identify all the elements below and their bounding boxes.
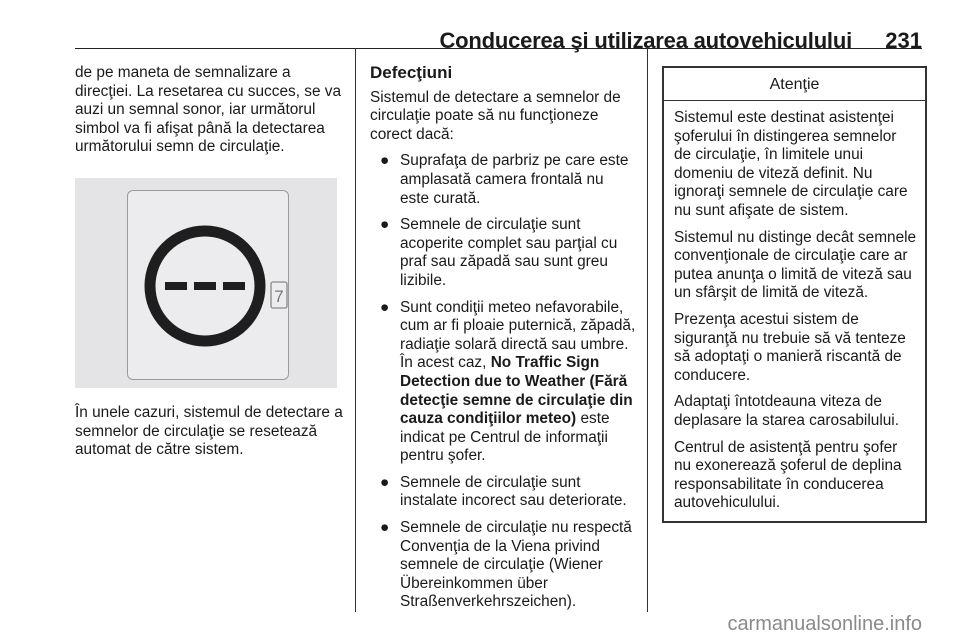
list-item-text-end: este indicat pe Centrul de informaţii pentru şofer.	[400, 410, 610, 465]
caution-paragraph: Sistemul nu distinge decât semnele convenţionale de circulaţie care ar putea anunţa o limită de viteză sau un sfârşit de limită de viteză.	[674, 228, 917, 302]
bullet-icon: ●	[380, 298, 390, 316]
column-divider-2	[647, 48, 648, 612]
list-item	[370, 474, 636, 511]
sign-reset-figure	[75, 178, 337, 388]
list-item-text: Semnele de circulaţie nu respectă Convenţia de la Viena privind semnele de circulaţie (Wiener Übereinkommen über Straßenverkehrszeichen).	[400, 519, 632, 611]
intro-paragraph: Sistemul de detectare a semnelor de circulaţie poate să nu funcţioneze corect dacă:	[370, 88, 621, 143]
caution-title: Atenţie	[664, 68, 925, 101]
bullet-icon: ●	[380, 152, 390, 170]
col1-paragraph-bottom: În unele cazuri, sistemul de detectare a semnelor de circulaţie se resetează automat de către sistem.	[75, 404, 343, 459]
weather-message-text: No Traffic Sign Detection due to Weather (Fără detecţie semne de circulaţie din cauza condiţiilor meteo)	[400, 354, 633, 428]
page-header-title: Conducerea şi utilizarea autovehiculului	[439, 28, 852, 53]
list-item-text: Semnele de circulaţie sunt acoperite complet sau parţial cu praf sau zăpadă sau sunt greu lizibile.	[400, 216, 618, 289]
column-2-text	[370, 64, 636, 620]
dash-2-icon	[194, 282, 216, 290]
bullet-icon: ●	[380, 519, 390, 537]
no-sign-detected-symbol	[75, 178, 337, 388]
caution-paragraph: Centrul de asistenţă pentru şofer nu exonerează şoferul de deplina responsabilitate în conducerea autovehiculului.	[674, 438, 902, 512]
bullet-icon: ●	[380, 473, 390, 491]
list-item	[370, 299, 636, 466]
dash-3-icon	[223, 282, 245, 290]
list-item-text: Semnele de circulaţie sunt instalate incorect sau deteriorate.	[400, 473, 627, 510]
list-item	[370, 519, 636, 612]
list-item	[370, 152, 636, 208]
small-sign-digit: 7	[274, 287, 284, 306]
column-divider-1	[355, 48, 356, 612]
caution-paragraph: Sistemul este destinat asistenţei şoferului în distingerea semnelor de circulaţie, în limitele unui domeniu de viteză definit. Nu ignoraţi semnele de circulaţie care nu sunt afişate de sistem.	[674, 109, 908, 219]
header-rule	[75, 48, 922, 49]
caution-body	[664, 101, 925, 521]
malfunction-list	[370, 152, 636, 612]
page-header	[75, 20, 922, 53]
list-item	[370, 216, 636, 290]
col1-paragraph-top: de pe maneta de semnalizare a direcţiei. La resetarea cu succes, se va auzi un semnal sonor, iar următorul simbol va fi afişat până la detectarea următorului semn de circulaţie.	[75, 64, 342, 156]
column-1-text	[75, 64, 345, 157]
section-heading: Defecţiuni	[370, 63, 453, 82]
list-item-text: Sunt condiţii meteo nefavorabile, cum ar fi ploaie puternică, zăpadă, radiaţie solară directă sau umbre. În acest caz,	[400, 298, 636, 372]
caution-paragraph: Prezenţa acestui sistem de siguranţă nu trebuie să vă tenteze să adoptaţi o manieră riscantă de conducere.	[674, 310, 906, 384]
dash-1-icon	[165, 282, 187, 290]
bullet-icon: ●	[380, 216, 390, 234]
caution-paragraph: Adaptaţi întotdeauna viteza de deplasare la starea carosabilului.	[674, 393, 900, 429]
page-number: 231	[885, 28, 922, 53]
caution-box	[662, 66, 927, 523]
watermark: carmanualsonline.info	[727, 613, 922, 635]
list-item-text: Suprafaţa de parbriz pe care este amplasată camera frontală nu este curată.	[400, 152, 629, 207]
